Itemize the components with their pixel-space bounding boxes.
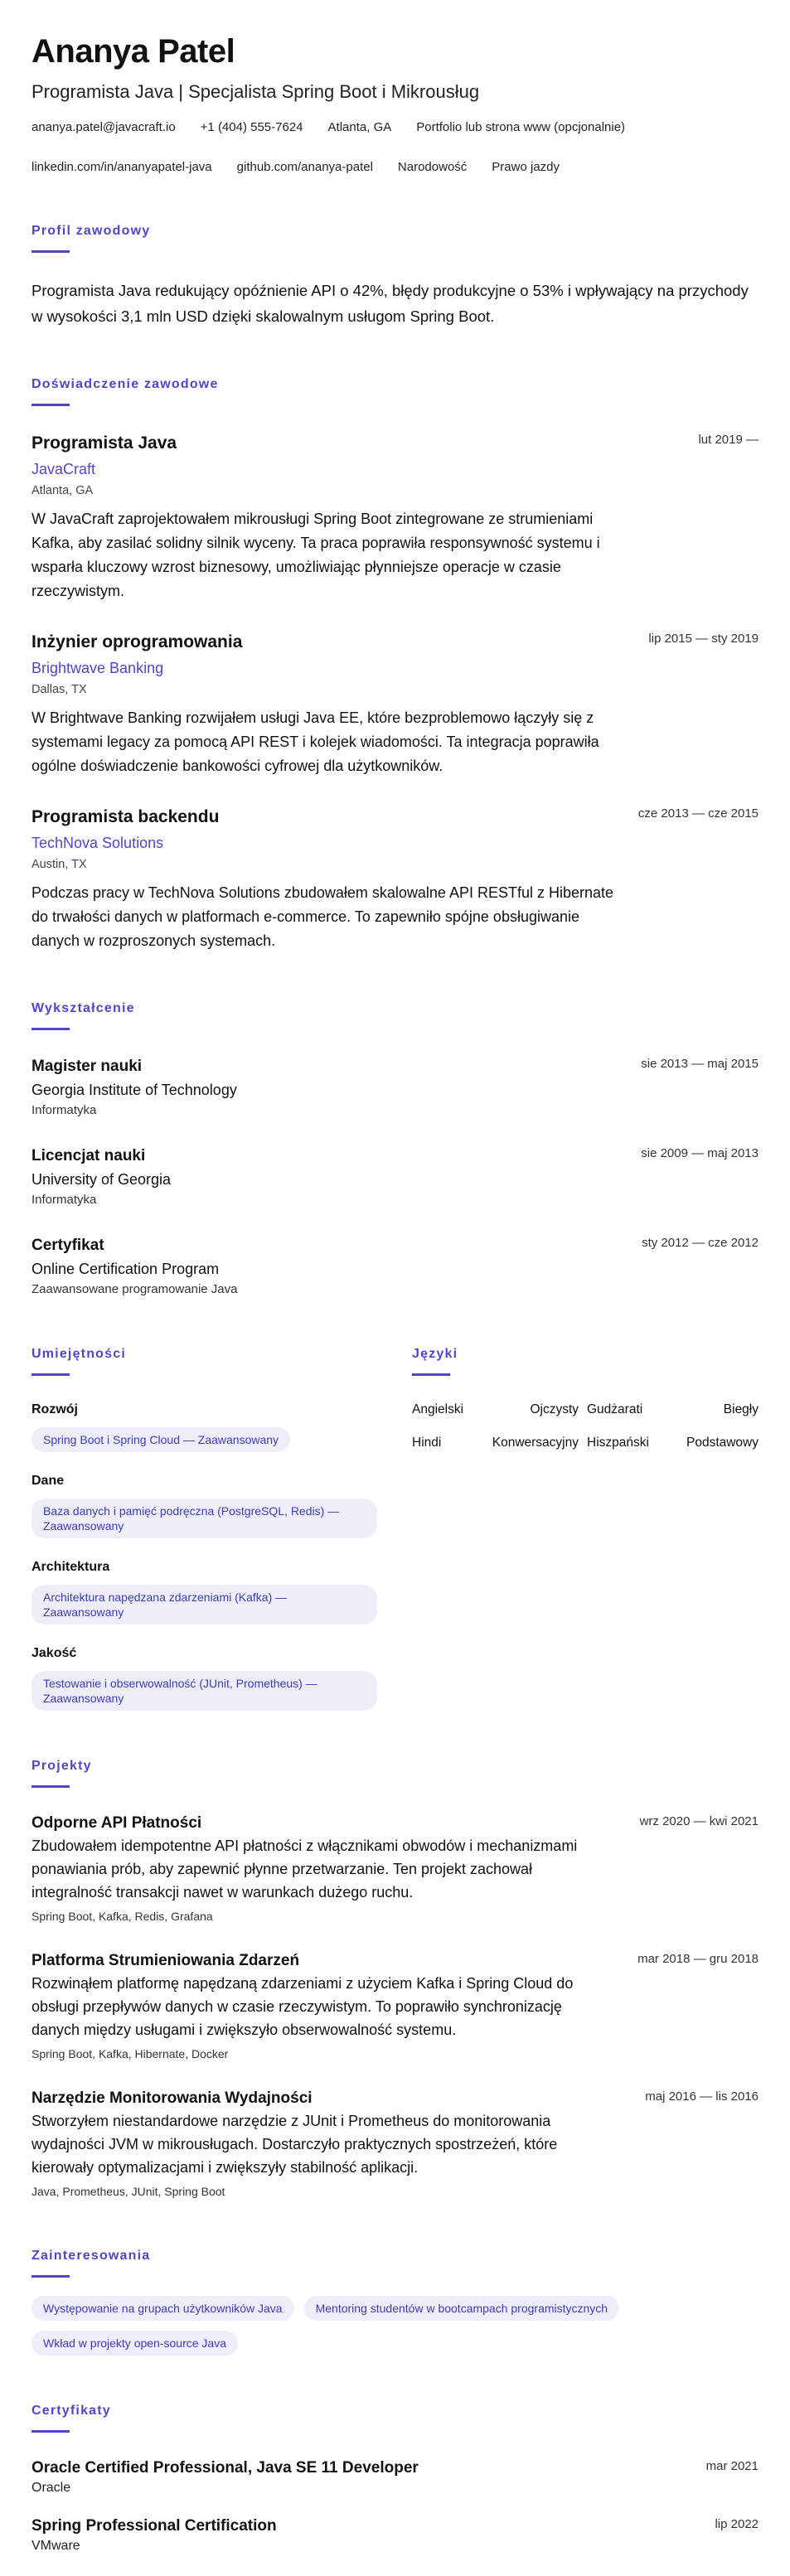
- language-item: [412, 1401, 585, 1419]
- education-dates: sie 2013 — maj 2015: [641, 1057, 758, 1071]
- job-location: Dallas, TX: [32, 683, 87, 696]
- education-entry: [32, 1055, 758, 1120]
- education-dates: sty 2012 — cze 2012: [642, 1236, 758, 1250]
- project-entry: [32, 1950, 758, 2063]
- interests-section: [32, 2247, 758, 2356]
- education-school: University of Georgia: [32, 1171, 172, 1188]
- certification-date: lip 2022: [715, 2517, 758, 2531]
- job-company: TechNova Solutions: [32, 835, 164, 851]
- education-school: Georgia Institute of Technology: [32, 1082, 237, 1098]
- skills-languages-row: [32, 1345, 758, 1711]
- skill-group: [32, 1644, 377, 1711]
- section-heading: Zainteresowania: [32, 2249, 151, 2263]
- education-section: [32, 1000, 758, 1299]
- language-level: Podstawowy: [686, 1436, 758, 1450]
- certifications-section: [32, 2402, 758, 2555]
- education-entry: [32, 1145, 758, 1209]
- section-heading: Certyfikaty: [32, 2404, 111, 2418]
- skill-group: [32, 1472, 377, 1538]
- resume-header: [32, 31, 758, 176]
- project-name: Platforma Strumieniowania Zdarzeń: [32, 1952, 300, 1969]
- section-heading: Wykształcenie: [32, 1001, 135, 1015]
- section-divider: [32, 2430, 70, 2433]
- job-company: JavaCraft: [32, 461, 96, 477]
- education-field: Informatyka: [32, 1193, 97, 1207]
- project-dates: wrz 2020 — kwi 2021: [639, 1814, 758, 1828]
- section-divider: [32, 2275, 70, 2278]
- project-description: Zbudowałem idempotentne API płatności z włącznikami obwodów i mechanizmami ponawiania prób, aby zapewnić płynne przetwarzanie. Ten projekt zachował integralność transakcji nawet w warunkach dużego ruchu.: [32, 1838, 578, 1901]
- project-dates: mar 2018 — gru 2018: [637, 1952, 758, 1966]
- skill-group-name: Jakość: [32, 1646, 77, 1660]
- contact-driving-license: Prawo jazdy: [492, 160, 560, 174]
- skill-chip: Spring Boot i Spring Cloud — Zaawansowany: [32, 1427, 290, 1452]
- candidate-name: Ananya Patel: [32, 33, 235, 70]
- section-divider: [412, 1373, 450, 1376]
- section-divider: [32, 250, 70, 253]
- certification-entry: [32, 2515, 758, 2555]
- projects-section: [32, 1757, 758, 2201]
- education-field: Zaawansowane programowanie Java: [32, 1282, 238, 1296]
- language-item: [585, 1434, 758, 1452]
- project-description: Stworzyłem niestandardowe narzędzie z JUnit i Prometheus do monitorowania wydajności JVM w mikrousługach. Dostarczyło praktycznych spostrzeżeń, które kierowały optymalizacjami i zwiększyły stabilność aplikacji.: [32, 2113, 558, 2176]
- job-dates: cze 2013 — cze 2015: [637, 806, 758, 821]
- certification-date: mar 2021: [705, 2459, 758, 2473]
- job-title: Inżynier oprogramowania: [32, 632, 243, 651]
- project-name: Odporne API Płatności: [32, 1814, 202, 1832]
- experience-section: [32, 375, 758, 953]
- education-degree: Licencjat nauki: [32, 1147, 146, 1165]
- certification-name: Oracle Certified Professional, Java SE 11 Developer: [32, 2459, 419, 2477]
- skill-group: [32, 1401, 377, 1452]
- job-location: Atlanta, GA: [32, 484, 94, 497]
- skill-chip: Baza danych i pamięć podręczna (PostgreSQL, Redis) — Zaawansowany: [32, 1499, 377, 1538]
- language-level: Biegły: [723, 1402, 758, 1416]
- section-divider: [32, 1373, 70, 1376]
- contact-email[interactable]: ananya.patel@javacraft.io: [32, 120, 176, 134]
- job-entry: [32, 805, 758, 953]
- job-description: Podczas pracy w TechNova Solutions zbudowałem skalowalne API RESTful z Hibernate do trwałości danych w platformach e-commerce. To zapewniło spójne obsługiwanie danych w rozproszonych systemach.: [32, 884, 614, 949]
- language-name: Gudżarati: [587, 1402, 643, 1416]
- language-name: Angielski: [412, 1402, 464, 1416]
- job-description: W Brightwave Banking rozwijałem usługi Java EE, które bezproblemowo łączyły się z systemami legacy za pomocą API REST i kolejek wiadomości. Ta integracja poprawiła ogólne doświadczenie bankowości cyfrowej dla użytkowników.: [32, 709, 599, 774]
- project-tech: Spring Boot, Kafka, Redis, Grafana: [32, 1910, 213, 1923]
- certification-issuer: Oracle: [32, 2481, 71, 2495]
- section-heading: Umiejętności: [32, 1347, 126, 1361]
- project-description: Rozwinąłem platformę napędzaną zdarzeniami z użyciem Kafka i Spring Cloud do obsługi przepływów danych w czasie rzeczywistym. To poprawiło synchronizację danych między usługami i zwiększyło obserwowalność systemu.: [32, 1975, 574, 2038]
- contact-portfolio[interactable]: Portfolio lub strona www (opcjonalnie): [416, 120, 626, 134]
- section-heading: Profil zawodowy: [32, 224, 151, 238]
- job-dates: lip 2015 — sty 2019: [648, 632, 758, 646]
- contact-phone[interactable]: +1 (404) 555-7624: [200, 120, 303, 134]
- section-divider: [32, 1028, 70, 1030]
- job-entry: [32, 630, 758, 778]
- contact-github[interactable]: github.com/ananya-patel: [236, 160, 373, 174]
- candidate-title: Programista Java | Specjalista Spring Boot i Mikrousług: [32, 81, 480, 102]
- project-tech: Java, Prometheus, JUnit, Spring Boot: [32, 2185, 225, 2198]
- contact-location: Atlanta, GA: [327, 120, 392, 134]
- education-field: Informatyka: [32, 1103, 97, 1117]
- interest-chip: Mentoring studentów w bootcampach programistycznych: [304, 2296, 620, 2321]
- project-name: Narzędzie Monitorowania Wydajności: [32, 2089, 313, 2107]
- education-degree: Certyfikat: [32, 1237, 104, 1254]
- interest-chip: Wkład w projekty open-source Java: [32, 2331, 238, 2356]
- summary-text: Programista Java redukujący opóźnienie API o 42%, błędy produkcyjne o 53% i wpływający na przychody w wysokości 3,1 mln USD dzięki skalowalnym usługom Spring Boot.: [32, 282, 749, 325]
- contact-nationality: Narodowość: [397, 160, 468, 174]
- language-item: [585, 1401, 758, 1419]
- education-dates: sie 2009 — maj 2013: [641, 1146, 758, 1160]
- language-level: Ojczysty: [530, 1402, 579, 1416]
- job-title: Programista Java: [32, 433, 177, 453]
- skill-chip: Testowanie i obserwowalność (JUnit, Prometheus) — Zaawansowany: [32, 1671, 377, 1711]
- skill-group-name: Architektura: [32, 1560, 110, 1574]
- skill-chip: Architektura napędzana zdarzeniami (Kafka) — Zaawansowany: [32, 1585, 377, 1625]
- contact-info: [32, 119, 758, 176]
- language-level: Konwersacyjny: [492, 1436, 579, 1450]
- contact-linkedin[interactable]: linkedin.com/in/ananyapatel-java: [32, 160, 212, 174]
- education-degree: Magister nauki: [32, 1058, 143, 1075]
- language-name: Hiszpański: [587, 1436, 649, 1450]
- project-entry: [32, 2088, 758, 2201]
- certification-entry: [32, 2457, 758, 2497]
- summary-section: [32, 222, 758, 329]
- skill-group-name: Dane: [32, 1474, 65, 1488]
- project-tech: Spring Boot, Kafka, Hibernate, Docker: [32, 2047, 229, 2060]
- section-heading: Projekty: [32, 1759, 92, 1773]
- job-location: Austin, TX: [32, 858, 87, 871]
- certification-name: Spring Professional Certification: [32, 2517, 277, 2535]
- education-entry: [32, 1234, 758, 1299]
- job-company: Brightwave Banking: [32, 660, 164, 676]
- certification-issuer: VMware: [32, 2539, 80, 2553]
- section-divider: [32, 1785, 70, 1788]
- education-school: Online Certification Program: [32, 1261, 220, 1277]
- language-name: Hindi: [412, 1436, 442, 1450]
- section-heading: Doświadczenie zawodowe: [32, 377, 219, 391]
- job-dates: lut 2019 —: [698, 433, 758, 447]
- languages-section: [412, 1345, 758, 1711]
- project-entry: [32, 1813, 758, 1925]
- job-title: Programista backendu: [32, 807, 220, 826]
- section-divider: [32, 404, 70, 406]
- language-item: [412, 1434, 585, 1452]
- job-description: W JavaCraft zaprojektowałem mikrousługi Spring Boot zintegrowane ze strumieniami Kafka, aby zasilać solidny silnik wyceny. Ta praca poprawiła responsywność systemu i wsparła kluczowy wzrost biznesowy, umożliwiając płynniejsze operacje w czasie rzeczywistym.: [32, 511, 600, 599]
- section-heading: Języki: [412, 1347, 458, 1361]
- job-entry: [32, 431, 758, 603]
- skill-group: [32, 1558, 377, 1625]
- skill-group-name: Rozwój: [32, 1402, 78, 1416]
- interest-chip: Występowanie na grupach użytkowników Java: [32, 2296, 294, 2321]
- project-dates: maj 2016 — lis 2016: [645, 2089, 758, 2104]
- skills-section: [32, 1345, 377, 1711]
